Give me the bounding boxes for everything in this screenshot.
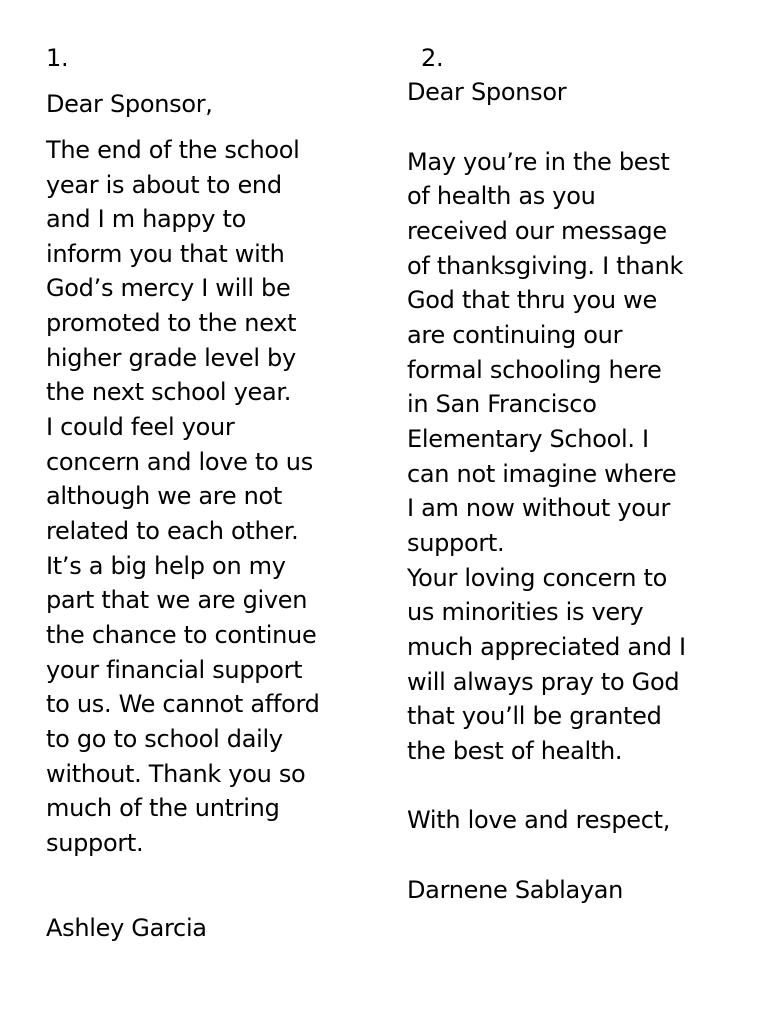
letter-line: your financial support bbox=[46, 656, 303, 684]
letter-line: without. Thank you so bbox=[46, 760, 306, 788]
letter-line: God’s mercy I will be bbox=[46, 274, 291, 302]
letter-line: in San Francisco bbox=[407, 390, 597, 418]
signature: Darnene Sablayan bbox=[407, 876, 624, 904]
letter-line: the best of health. bbox=[407, 737, 623, 765]
letter-line: concern and love to us bbox=[46, 448, 313, 476]
letter-line: support. bbox=[407, 529, 505, 557]
letter-line: Your loving concern to bbox=[407, 564, 667, 592]
letter-line: promoted to the next bbox=[46, 309, 297, 337]
salutation: Dear Sponsor, bbox=[46, 90, 213, 118]
letter-line: It’s a big help on my bbox=[46, 552, 286, 580]
letter-line: that you’ll be granted bbox=[407, 702, 662, 730]
signature: Ashley Garcia bbox=[46, 914, 207, 942]
letter-line: inform you that with bbox=[46, 240, 285, 268]
letter-number: 1. bbox=[46, 44, 69, 72]
letter-line: are continuing our bbox=[407, 321, 623, 349]
letter-line: much of the untring bbox=[46, 794, 280, 822]
letter-line: to go to school daily bbox=[46, 725, 283, 753]
letter-line: God that thru you we bbox=[407, 286, 657, 314]
letter-line: the chance to continue bbox=[46, 621, 317, 649]
letter-line: support. bbox=[46, 829, 144, 857]
letter-line: higher grade level by bbox=[46, 344, 296, 372]
letter-line: and I m happy to bbox=[46, 205, 247, 233]
letter-number: 2. bbox=[421, 44, 444, 72]
letter-line: part that we are given bbox=[46, 586, 308, 614]
salutation: Dear Sponsor bbox=[407, 78, 567, 106]
letter-line: The end of the school bbox=[46, 136, 300, 164]
letter-line: can not imagine where bbox=[407, 460, 677, 488]
letter-line: the next school year. bbox=[46, 378, 292, 406]
letter-line: of thanksgiving. I thank bbox=[407, 252, 684, 280]
closing: With love and respect, bbox=[407, 806, 671, 834]
letter-line: although we are not bbox=[46, 482, 283, 510]
letter-line: I could feel your bbox=[46, 413, 235, 441]
letter-line: I am now without your bbox=[407, 494, 671, 522]
letter-line: to us. We cannot afford bbox=[46, 690, 320, 718]
letter-line: received our message bbox=[407, 217, 667, 245]
letter-line: will always pray to God bbox=[407, 668, 680, 696]
letter-line: May you’re in the best bbox=[407, 148, 670, 176]
letter-line: of health as you bbox=[407, 182, 596, 210]
letter-line: much appreciated and I bbox=[407, 633, 686, 661]
letter-line: Elementary School. I bbox=[407, 425, 649, 453]
letter-line: year is about to end bbox=[46, 171, 282, 199]
letter-line: us minorities is very bbox=[407, 598, 644, 626]
letter-line: related to each other. bbox=[46, 517, 299, 545]
letter-line: formal schooling here bbox=[407, 356, 662, 384]
